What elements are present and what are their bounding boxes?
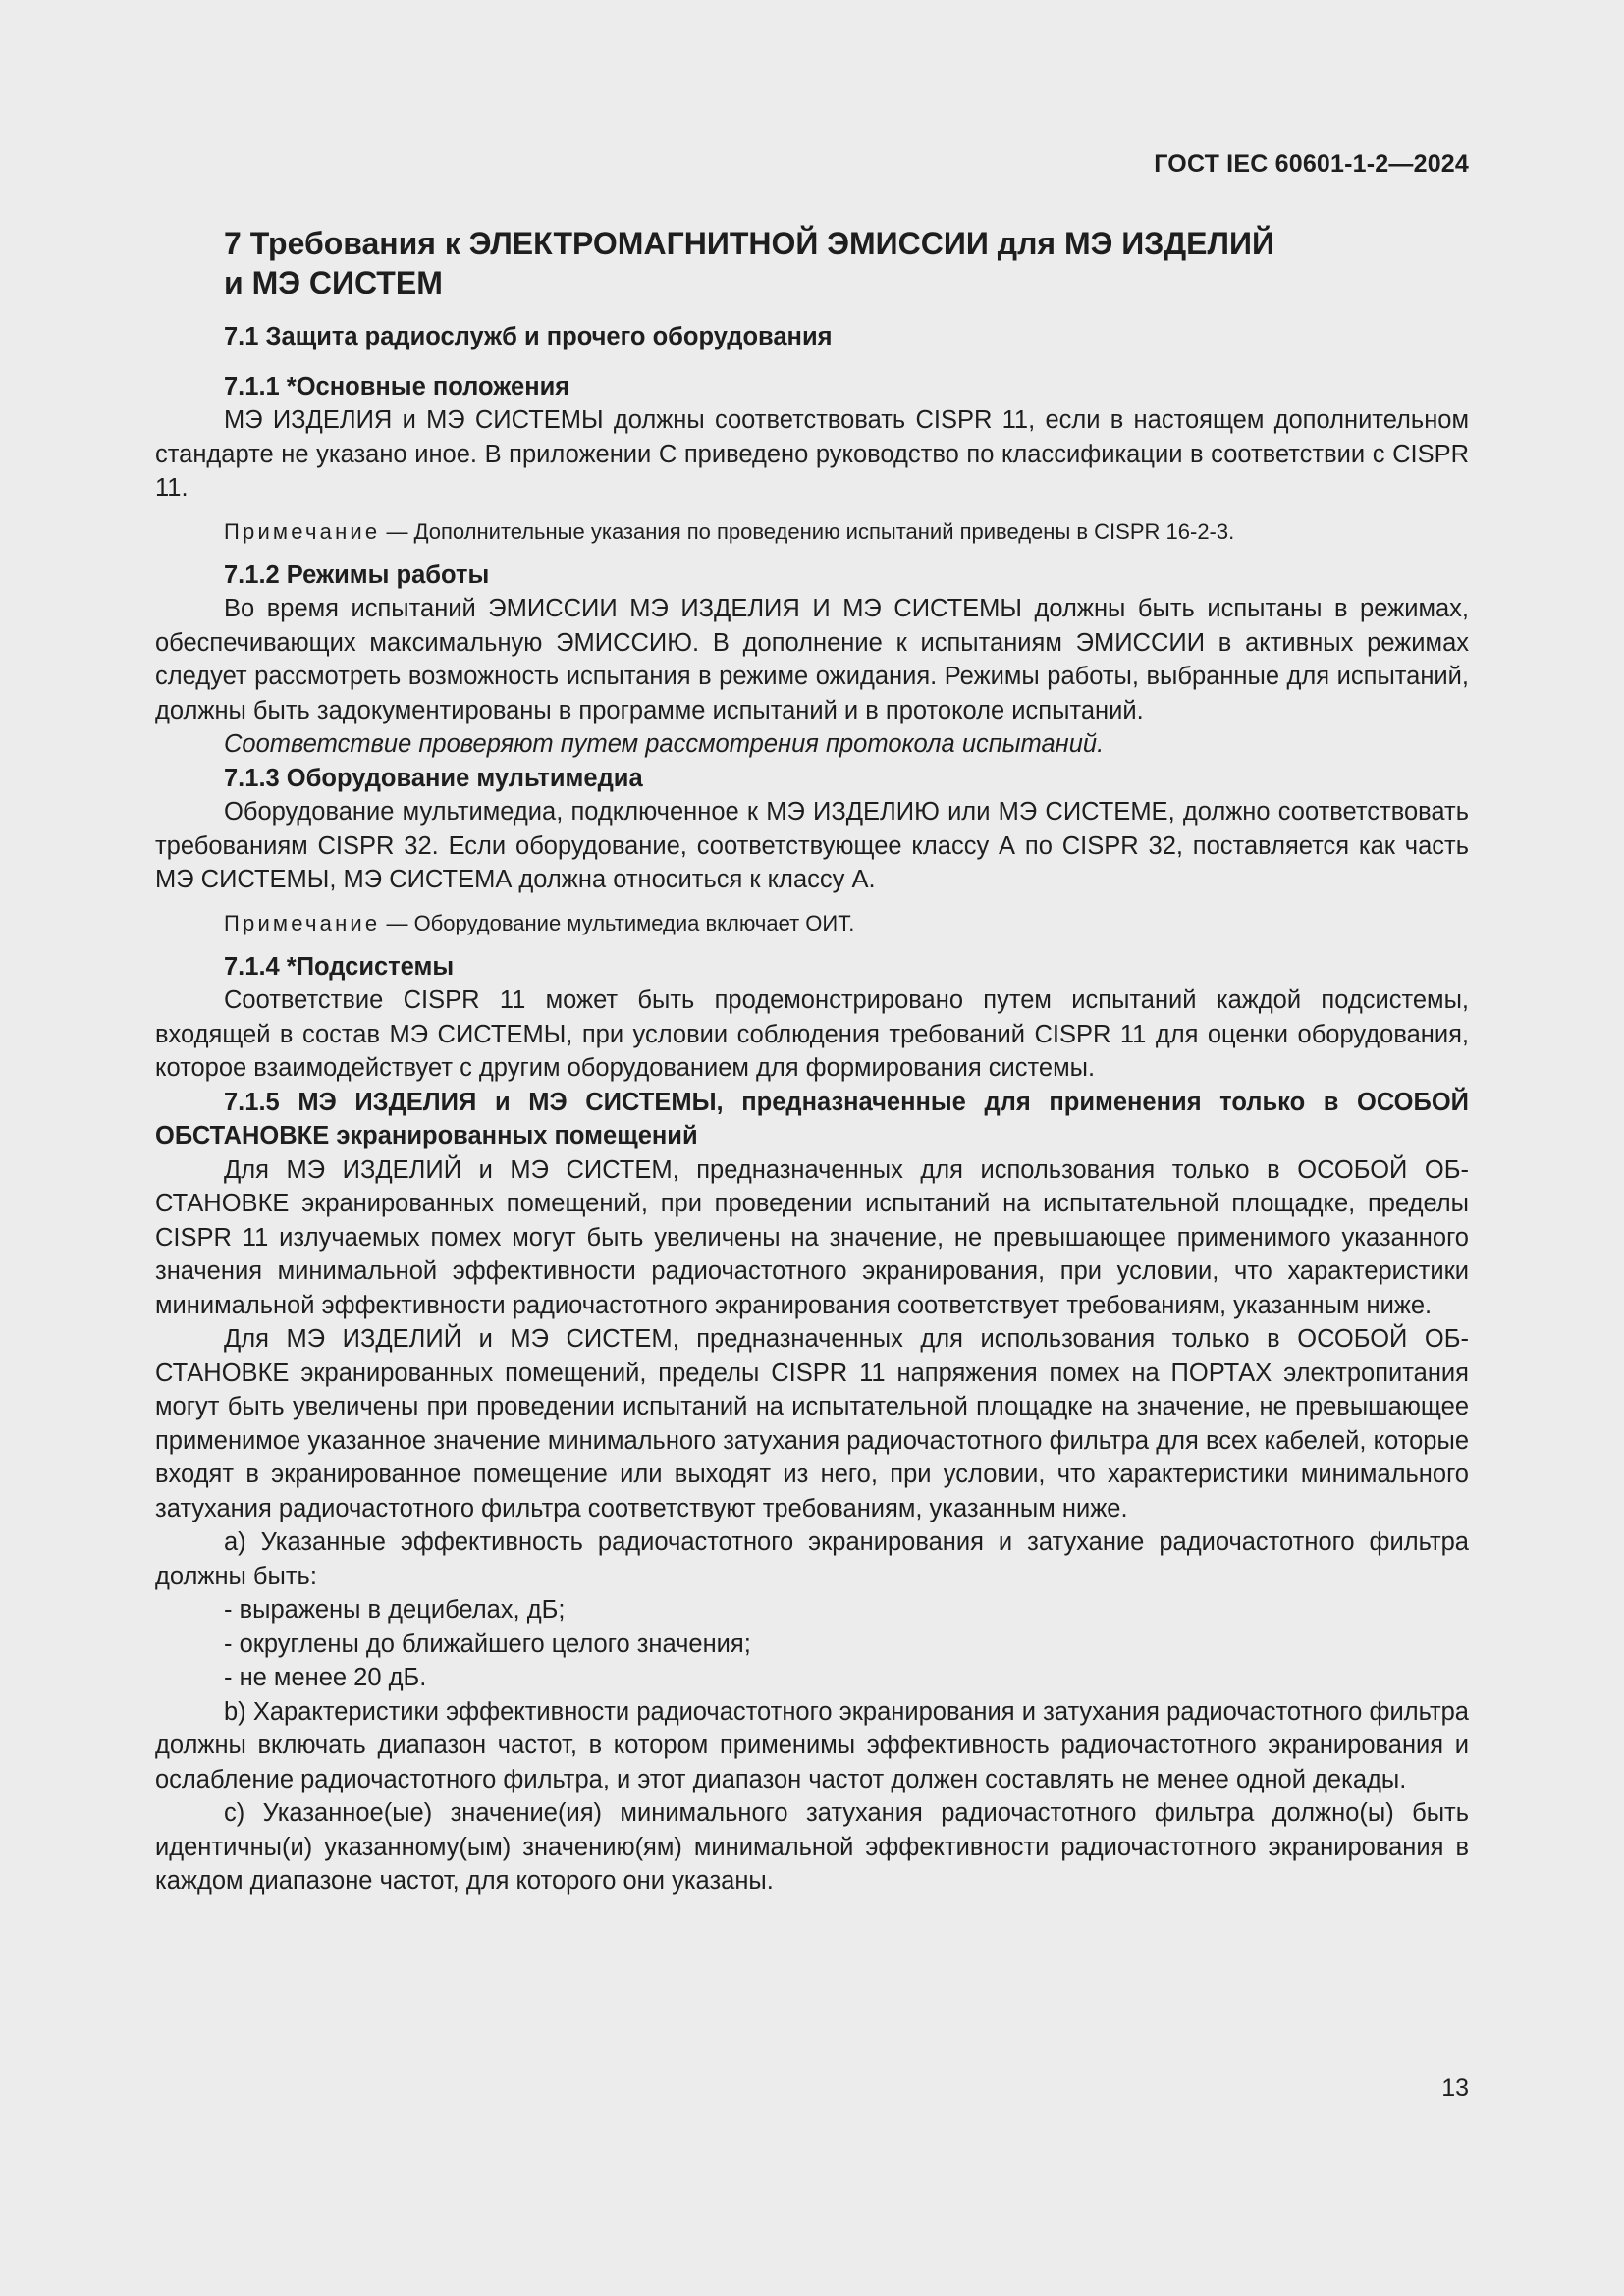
subsection-7-1-title: 7.1 Защита радиослужб и прочего оборудования: [224, 323, 833, 350]
clause-7-1-2-compliance: Соответствие проверяют путем рассмотрения протокола испытаний.: [224, 730, 1105, 758]
clause-7-1-3-note: [224, 909, 1469, 938]
note-lead: Примечание: [224, 910, 381, 935]
clause-7-1-5-paragraph-1: Для МЭ ИЗДЕЛИЙ и МЭ СИСТЕМ, предназначенных для использования только в ОСОБОЙ ОБСТАНОВКЕ экранированных помещений, при проведении испытаний на испытательной площадке, пределы CISPR 11 излучаемых помех могут быть увеличены на значение, не превышающее применимого указанного значения минимальной эффективности радиочастотного экранирования, при условии, что характеристики минимальной эффективности радиочастотного экранирования соответствует требованиям, указанным ниже.: [155, 1155, 1469, 1319]
note-text: — Оборудование мультимедиа включает ОИТ.: [380, 910, 855, 935]
clause-7-1-1-note: [224, 517, 1469, 547]
clause-7-1-2-text: Во время испытаний ЭМИССИИ МЭ ИЗДЕЛИЯ И МЭ СИСТЕМЫ должны быть испытаны в режимах, обеспечивающих максимальную ЭМИССИЮ. В дополнение к испытаниям ЭМИССИИ в активных режимах следует рассмотреть возможность испытания в режиме ожидания. Режимы работы, выбранные для испытаний, должны быть задокументированы в программе испытаний и в протоколе испытаний.: [155, 595, 1469, 724]
clause-7-1-4-text: Соответствие CISPR 11 может быть продемонстрировано путем испытаний каждой подсистемы, входящей в состав МЭ СИСТЕМЫ, при условии соблюдения требований CISPR 11 для оценки оборудования, которое взаимодействует с другим оборудованием для формирования системы.: [155, 987, 1469, 1082]
clause-7-1-4-title: 7.1.4 *Подсистемы: [224, 952, 455, 981]
clause-7-1-1-text: МЭ ИЗДЕЛИЯ и МЭ СИСТЕМЫ должны соответствовать CISPR 11, если в настоящем дополнительном стандарте не указано иное. В приложении С приведено руководство по классификации в соответствии с CISPR 11.: [155, 406, 1469, 502]
section-title-line-2: и МЭ СИСТЕМ: [224, 265, 443, 300]
list-item: - округлены до ближайшего целого значения;: [224, 1629, 751, 1658]
clause-7-1-1-title: 7.1.1 *Основные положения: [224, 372, 570, 400]
section-title: [224, 224, 1469, 302]
clause-7-1-3-title: 7.1.3 Оборудование мультимедиа: [224, 764, 643, 792]
note-lead: Примечание: [224, 518, 381, 544]
clause-7-1-3-text: Оборудование мультимедиа, подключенное к МЭ ИЗДЕЛИЮ или МЭ СИСТЕМЕ, должно соответствовать требованиям CISPR 32. Если оборудование, соответствующее классу А по CISPR 32, поставляется как часть МЭ СИСТЕМЫ, МЭ СИСТЕМА должна относиться к классу А.: [155, 798, 1469, 893]
page-content: [155, 224, 1469, 1898]
clause-7-1-5-paragraph-2: Для МЭ ИЗДЕЛИЙ и МЭ СИСТЕМ, предназначенных для использования только в ОСОБОЙ ОБСТАНОВКЕ экранированных помещений, пределы CISPR 11 напряжения помех на ПОРТАХ электропитания могут быть увеличены при проведении испытаний на испытательной площадке на значение, не превышающее применимое указанное значение минимального затухания радиочастотного фильтра для всех кабелей, которые входят в экранированное помещение или выходят из него, при условии, что характеристики минимального затухания радиочастотного фильтра соответствуют требованиям, указанным ниже.: [155, 1325, 1469, 1522]
clause-7-1-2-title: 7.1.2 Режимы работы: [224, 561, 490, 589]
clause-7-1-5-item-c: с) Указанное(ые) значение(ия) минимального затухания радиочастотного фильтра должно(ы) быть идентичны(и) указанному(ым) значению(ям) минимальной эффективности радиочастотного экранирования в каждом диапазоне частот, для которого они указаны.: [155, 1799, 1469, 1895]
clause-7-1-5-title: 7.1.5 МЭ ИЗДЕЛИЯ и МЭ СИСТЕМЫ, предназначенные для применения только в ОСОБОЙ ОБСТАНОВКЕ экранированных помещений: [155, 1088, 1469, 1149]
section-title-line-1: 7 Требования к ЭЛЕКТРОМАГНИТНОЙ ЭМИССИИ для МЭ ИЗДЕЛИЙ: [224, 226, 1274, 261]
list-item: - не менее 20 дБ.: [224, 1664, 427, 1691]
clause-7-1-5-item-b: b) Характеристики эффективности радиочастотного экранирования и затухания радиочастотного фильтра должны включать диапазон частот, в котором применимы эффективность радиочастотного экранирования и ослабление радиочастотного фильтра, и этот диапазон частот должен составлять не менее одной декады.: [155, 1697, 1469, 1793]
list-item: - выражены в децибелах, дБ;: [224, 1596, 566, 1624]
page-number: 13: [1441, 2074, 1469, 2102]
note-text: — Дополнительные указания по проведению испытаний приведены в CISPR 16-2-3.: [380, 518, 1235, 544]
document-id-header: ГОСТ IEC 60601-1-2—2024: [1154, 150, 1469, 178]
clause-7-1-5-item-a: а) Указанные эффективность радиочастотного экранирования и затухание радиочастотного фильтра должны быть:: [155, 1528, 1469, 1590]
